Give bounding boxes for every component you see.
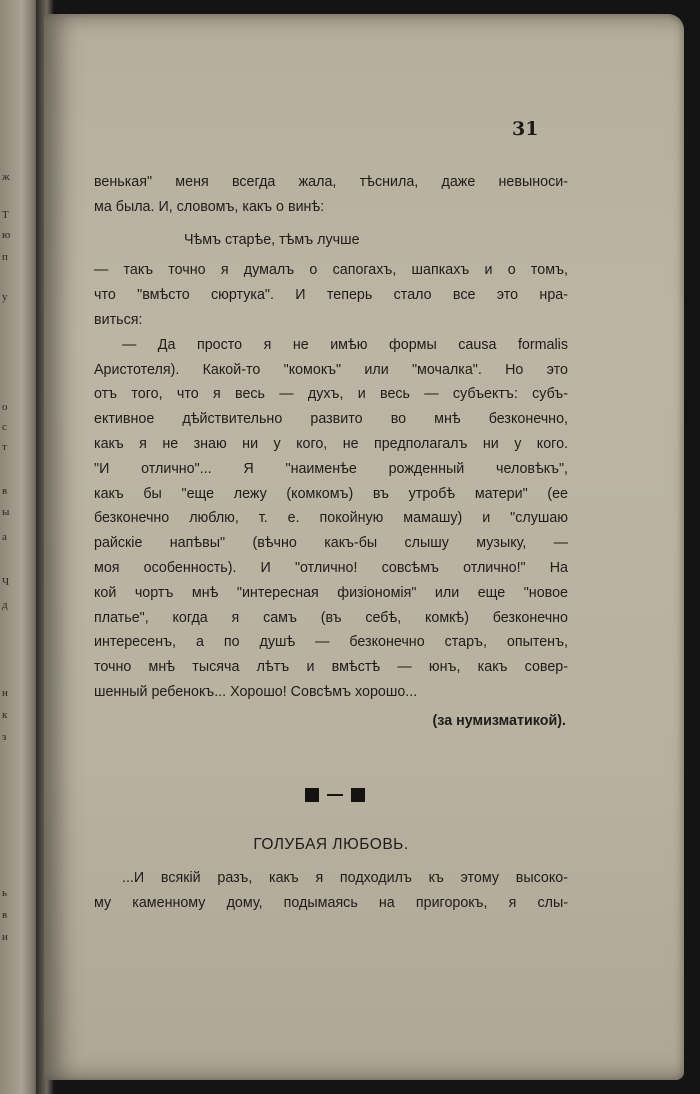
signature: (за нумизматикой). xyxy=(432,712,566,729)
left-page-fragment: з xyxy=(2,731,7,743)
text-line: что "вмѣсто сюртука". И теперь стало все это нра- xyxy=(94,287,568,304)
text-line: райскiе напѣвы" (вѣчно какъ-бы слышу музыку, — xyxy=(94,535,568,552)
text-line: шенный ребенокъ... Хорошо! Совсѣмъ хорошо... xyxy=(94,683,418,700)
text-line: "И отлично"... Я "наименѣе рожденный человѣкъ", xyxy=(94,460,568,477)
text-line: Аристотеля). Какой-то "комокъ" или "мочалка". Но это xyxy=(94,361,568,378)
left-page-fragment: Т xyxy=(2,209,9,221)
left-page-fragment: ю xyxy=(2,229,11,241)
left-page-fragment: н xyxy=(2,687,8,699)
left-facing-page xyxy=(0,0,40,1094)
divider-dash xyxy=(327,794,343,796)
left-page-fragment: п xyxy=(2,251,8,263)
text-line: му каменному дому, подымаясь на пригорокъ, я слы- xyxy=(94,894,568,911)
text-line: — Да просто я не имѣю формы causa formalis xyxy=(122,336,568,353)
left-page-fragment: а xyxy=(2,531,7,543)
page-body-text xyxy=(94,170,568,734)
chapter-body-text xyxy=(94,866,568,916)
left-page-fragment: в xyxy=(2,909,8,921)
text-line: безконечно люблю, т. е. покойную мамашу) и "слушаю xyxy=(94,510,568,527)
text-line: моя особенность). И "отлично! совсѣмъ отлично!" На xyxy=(94,559,568,576)
left-page-fragment: с xyxy=(2,421,7,433)
page-number: 31 xyxy=(512,118,539,140)
text-line: интересенъ, а по душѣ — безконечно старъ, опытенъ, xyxy=(94,634,568,651)
text-line: кой чортъ мнѣ "интересная физiономiя" или еще "новое xyxy=(94,584,568,601)
quoted-verse-line: Чѣмъ старѣе, тѣмъ лучше xyxy=(184,231,360,248)
divider-square-left xyxy=(305,788,319,802)
left-page-fragment: и xyxy=(2,931,8,943)
text-line: какъ бы "еще лежу (комкомъ) въ утробѣ матери" (ее xyxy=(94,485,568,502)
chapter-title: ГОЛУБАЯ ЛЮБОВЬ. xyxy=(253,836,409,853)
text-line: платье", когда я самъ (въ себѣ, комкѣ) безконечно xyxy=(94,609,568,626)
text-line: ективное дѣйствительно развито во мнѣ безконечно, xyxy=(94,411,568,428)
left-page-fragment: ы xyxy=(2,506,10,518)
text-line: — такъ точно я думалъ о сапогахъ, шапкахъ и о томъ, xyxy=(94,262,568,279)
text-line: виться: xyxy=(94,311,143,328)
text-line: какъ я не знаю ни у кого, не предполагалъ ни у кого. xyxy=(94,435,568,452)
left-page-fragment: ж xyxy=(2,171,10,183)
section-divider-ornament xyxy=(305,788,367,804)
left-page-fragment: у xyxy=(2,291,8,303)
left-page-fragment: т xyxy=(2,441,7,453)
left-page-fragment: Ч xyxy=(2,576,10,588)
text-line: точно мнѣ тысяча лѣтъ и вмѣстѣ — юнъ, какъ совер- xyxy=(94,659,568,676)
divider-square-right xyxy=(351,788,365,802)
left-page-fragment: в xyxy=(2,485,8,497)
text-line: ...И всякiй разъ, какъ я подходилъ къ этому высоко- xyxy=(122,870,568,886)
left-page-fragment: ь xyxy=(2,887,8,899)
left-page-fragment: к xyxy=(2,709,8,721)
text-line: венькая" меня всегда жала, тѣснила, даже невыноси- xyxy=(94,174,568,190)
text-line: ма была. И, словомъ, какъ о винѣ: xyxy=(94,198,325,215)
left-page-fragment: д xyxy=(2,599,8,611)
text-line: отъ того, что я весь — духъ, и весь — субъектъ: субъ- xyxy=(94,386,568,403)
left-page-fragment: о xyxy=(2,401,8,413)
